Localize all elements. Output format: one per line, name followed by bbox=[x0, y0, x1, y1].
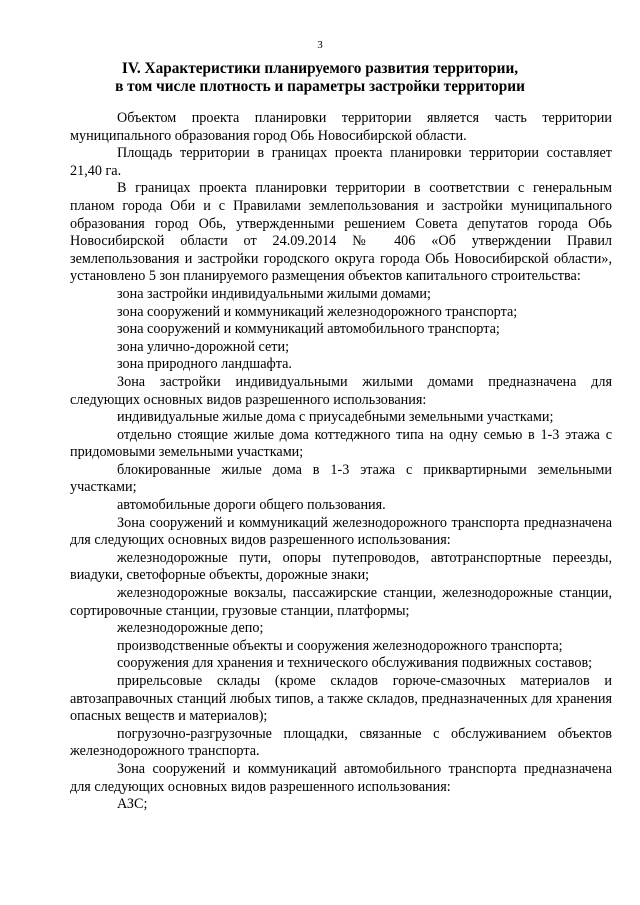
section-heading bbox=[70, 60, 570, 96]
document-body bbox=[70, 110, 612, 814]
list-item: погрузочно-разгрузочные площадки, связанные с обслуживанием объектов железнодорожного транспорта. bbox=[70, 725, 612, 760]
list-item: железнодорожные вокзалы, пассажирские станции, железнодорожные станции, сортировочные станции, грузовые станции, платформы; bbox=[70, 585, 612, 619]
paragraph: Объектом проекта планировки территории является часть территории муниципального образования город Обь Новосибирской области. bbox=[70, 110, 612, 144]
list-item: производственные объекты и сооружения железнодорожного транспорта; bbox=[117, 637, 563, 654]
paragraph: Зона сооружений и коммуникаций железнодорожного транспорта предназначена для следующих основных видов разрешенного использования: bbox=[70, 514, 612, 549]
list-item: АЗС; bbox=[117, 796, 148, 813]
paragraph: Зона застройки индивидуальными жилыми домами предназначена для следующих основных видов разрешенного использования: bbox=[70, 373, 612, 408]
list-item: зона сооружений и коммуникаций железнодорожного транспорта; bbox=[117, 303, 518, 320]
list-item: блокированные жилые дома в 1-3 этажа с приквартирными земельными участками; bbox=[70, 461, 612, 496]
page-number: 3 bbox=[317, 39, 323, 51]
list-item: железнодорожные депо; bbox=[117, 620, 264, 637]
list-item: индивидуальные жилые дома с приусадебными земельными участками; bbox=[117, 409, 554, 426]
list-item: автомобильные дороги общего пользования. bbox=[117, 497, 386, 514]
list-item: прирельсовые склады (кроме складов горюче-смазочных материалов и автозаправочных станций любых типов, а также складов, предназначенных для хранения опасных веществ и материалов); bbox=[70, 673, 612, 725]
list-item: зона природного ландшафта. bbox=[117, 356, 292, 373]
list-item: отдельно стоящие жилые дома коттеджного типа на одну семью в 1-3 этажа с придомовыми земельными участками; bbox=[70, 426, 612, 461]
list-item: зона сооружений и коммуникаций автомобильного транспорта; bbox=[117, 321, 500, 338]
paragraph: Зона сооружений и коммуникаций автомобильного транспорта предназначена для следующих основных видов разрешенного использования: bbox=[70, 760, 612, 795]
section-heading-line-2: в том числе плотность и параметры застройки территории bbox=[115, 78, 525, 95]
list-item: зона застройки индивидуальными жилыми домами; bbox=[117, 285, 431, 302]
section-heading-line-1: IV. Характеристики планируемого развития территории, bbox=[121, 60, 519, 77]
paragraph: В границах проекта планировки территории в соответствии с генеральным планом города Оби и с Правилами землепользования и застройки муниципального образования город Обь, утвержденными решением Совета депутатов города Обь Новосибирской области от 24.09.2014 № 406 «Об утверждении Правил землепользования и застройки городского округа города Обь Новосибирской области», установлено 5 зон планируемого размещения объектов капитального строительства: bbox=[70, 180, 612, 285]
list-item: зона улично-дорожной сети; bbox=[117, 338, 290, 355]
list-item: железнодорожные пути, опоры путепроводов, автотранспортные переезды, виадуки, светофорные объекты, дорожные знаки; bbox=[70, 549, 612, 584]
paragraph: Площадь территории в границах проекта планировки территории составляет 21,40 га. bbox=[70, 145, 612, 179]
list-item: сооружения для хранения и технического обслуживания подвижных составов; bbox=[117, 655, 593, 672]
